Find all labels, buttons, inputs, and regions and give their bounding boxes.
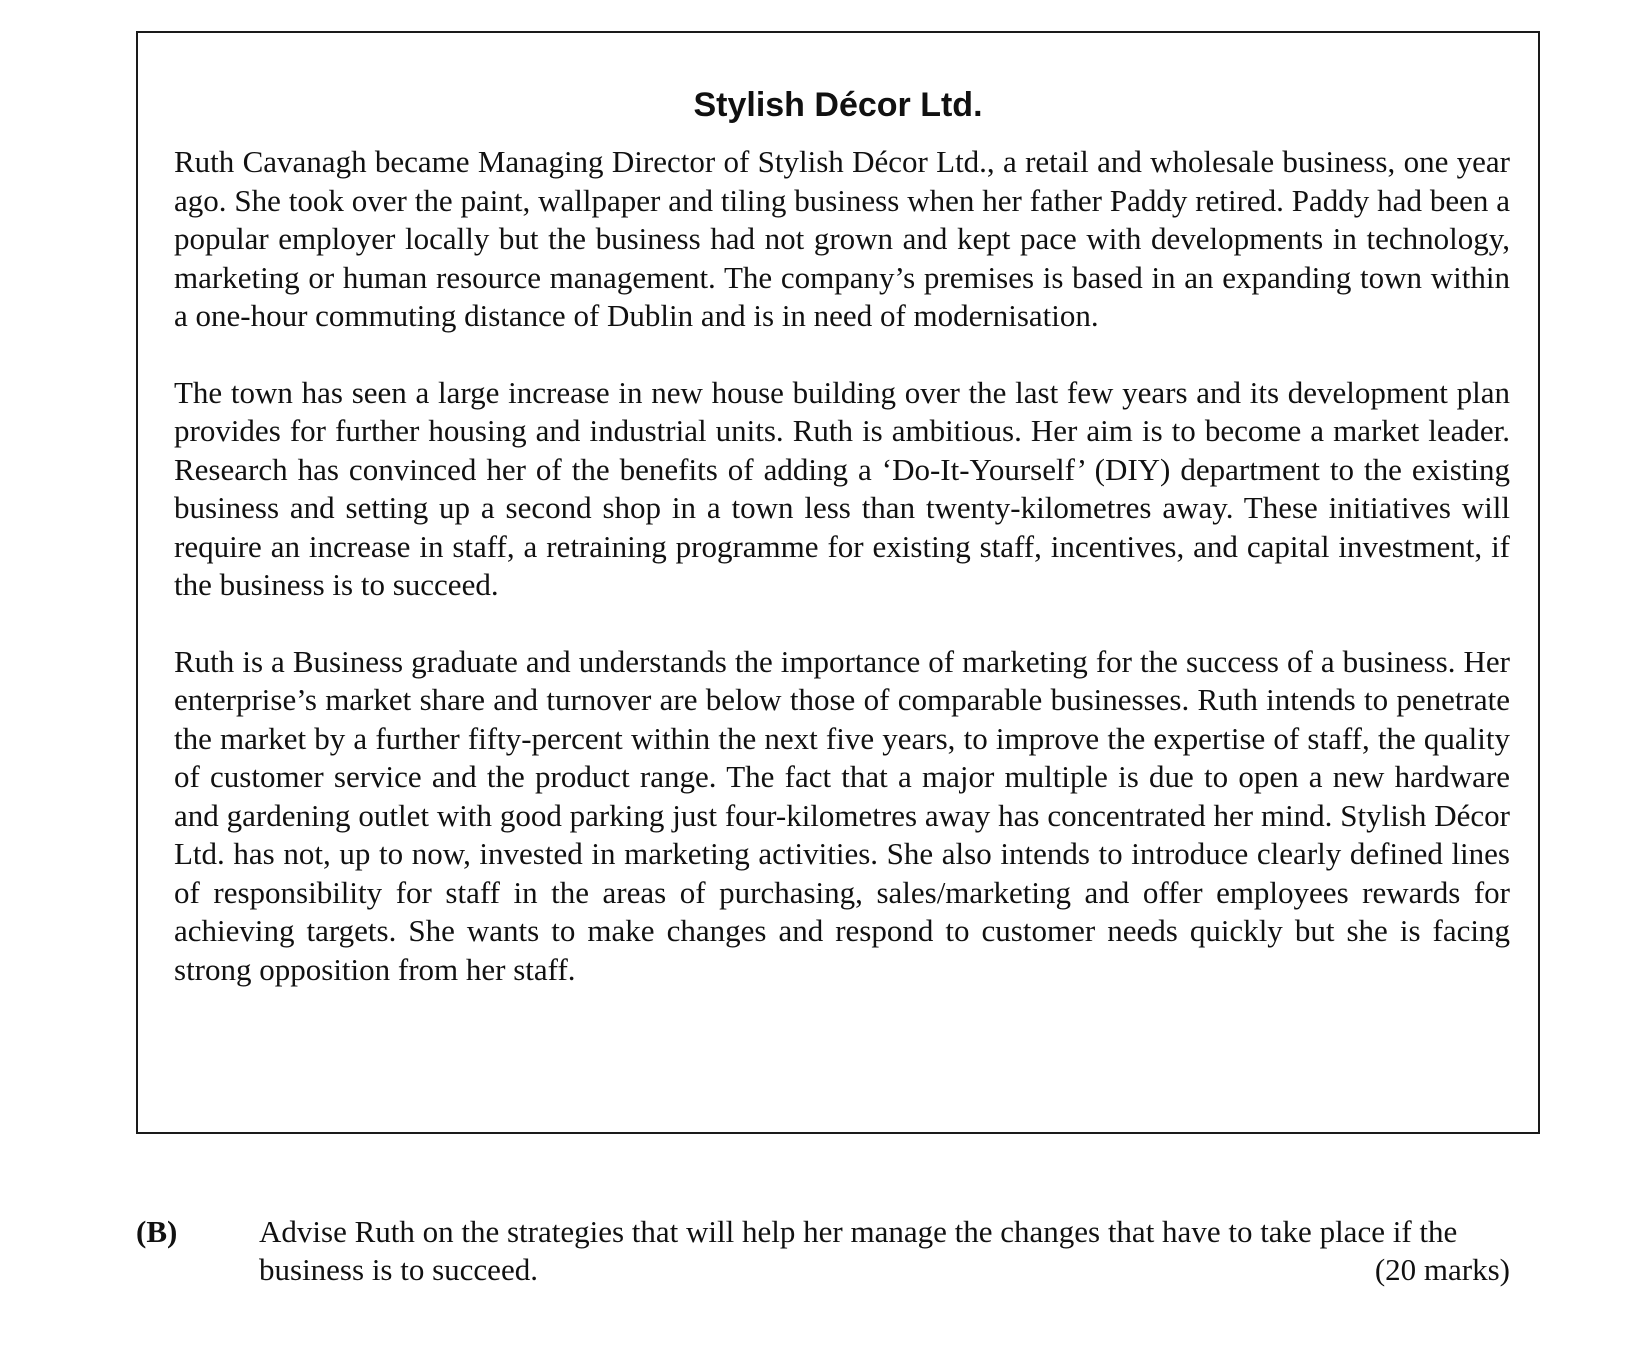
case-paragraph-1: Ruth Cavanagh became Managing Director of Stylish Décor Ltd., a retail and wholesale business, one year ago. She took over the paint, wallpaper and tiling business when her father Paddy retired. Paddy had been a popular employer locally but the business had not grown and kept pace with developments in technology, marketing or human resource management. The company’s premises is based in an expanding town within a one-hour commuting distance of Dublin and is in need of modernisation. — [174, 144, 1510, 333]
case-study-box — [136, 31, 1540, 1134]
case-title: Stylish Décor Ltd. — [693, 86, 983, 124]
case-paragraph-2: The town has seen a large increase in new house building over the last few years and its development plan provides for further housing and industrial units. Ruth is ambitious. Her aim is to become a market leader. Research has convinced her of the benefits of adding a ‘Do-It-Yourself’ (DIY) department to the existing business and setting up a second shop in a town less than twenty-kilometres away. These initiatives will require an increase in staff, a retraining programme for existing staff, incentives, and capital investment, if the business is to succeed. — [174, 374, 1510, 602]
case-paragraph-3: Ruth is a Business graduate and understands the importance of marketing for the success of a business. Her enterprise’s market share and turnover are below those of comparable businesses. Ruth intends to penetrate the market by a further fifty-percent within the next five years, to improve the expertise of staff, the quality of customer service and the product range. The fact that a major multiple is due to open a new hardware and gardening outlet with good parking just four-kilometres away has concentrated her mind. Stylish Décor Ltd. has not, up to now, invested in marketing activities. She also intends to introduce clearly defined lines of responsibility for staff in the areas of purchasing, sales/marketing and offer employees rewards for achieving targets. She wants to make changes and respond to customer needs quickly but she is facing strong opposition from her staff. — [174, 643, 1510, 987]
question-label: (B) — [136, 1214, 178, 1249]
question-text: Advise Ruth on the strategies that will help her manage the changes that have to take place if the business is to succeed. — [259, 1214, 1458, 1287]
case-body — [174, 143, 1510, 1027]
question-marks: (20 marks) — [1374, 1252, 1510, 1287]
